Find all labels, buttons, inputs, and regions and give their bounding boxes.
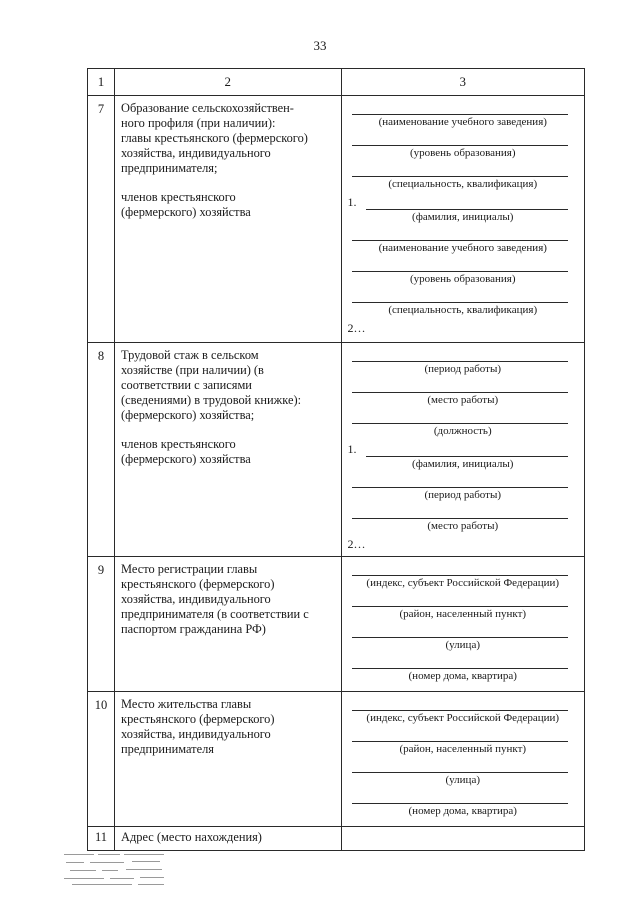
entry-line[interactable] [352, 506, 569, 519]
table-row [88, 96, 585, 343]
desc-line: Место жительства главы [121, 697, 252, 711]
desc-line: Адрес (место нахождения) [121, 830, 262, 844]
row-fields[interactable] [341, 827, 585, 851]
desc-line: предпринимателя; [121, 161, 218, 175]
desc-line: соответствии с записями [121, 378, 252, 392]
form-table [87, 68, 585, 851]
entry-line[interactable] [352, 760, 569, 773]
table-row [88, 343, 585, 557]
field-caption: (индекс, субъект Российской Федерации) [366, 712, 560, 724]
row-fields [341, 96, 585, 343]
entry-line[interactable] [366, 444, 569, 457]
desc-line: главы крестьянского (фермерского) [121, 131, 308, 145]
entry-line[interactable] [352, 102, 569, 115]
desc-line: Образование сельскохозяйствен- [121, 101, 294, 115]
field-caption: (специальность, квалификация) [388, 178, 538, 190]
entry-line[interactable] [352, 411, 569, 424]
desc-line: (сведениями) в трудовой книжке): [121, 393, 302, 407]
more-items-label: 2… [347, 321, 366, 335]
desc-line: ного профиля (при наличии): [121, 116, 276, 130]
entry-line[interactable] [352, 164, 569, 177]
table-row [88, 827, 585, 851]
desc-line: (фермерского) хозяйства [121, 452, 251, 466]
entry-line[interactable] [352, 475, 569, 488]
row-description [115, 96, 341, 343]
field-caption: (фамилия, инициалы) [412, 458, 514, 470]
desc-line: хозяйстве (при наличии) (в [121, 363, 264, 377]
field-caption: (период работы) [424, 363, 502, 375]
desc-line: членов крестьянского [121, 437, 236, 451]
row-number: 10 [88, 692, 115, 827]
field-caption: (период работы) [424, 489, 502, 501]
desc-line: крестьянского (фермерского) [121, 712, 275, 726]
field-caption: (фамилия, инициалы) [412, 211, 514, 223]
entry-line[interactable] [352, 133, 569, 146]
row-number: 9 [88, 557, 115, 692]
entry-line[interactable] [352, 594, 569, 607]
field-caption: (улица) [445, 639, 480, 651]
entry-line[interactable] [366, 197, 569, 210]
field-caption: (улица) [445, 774, 480, 786]
row-description [115, 827, 341, 851]
row-description [115, 343, 341, 557]
desc-line: (фермерского) хозяйства; [121, 408, 255, 422]
entry-line[interactable] [352, 791, 569, 804]
table-row [88, 692, 585, 827]
field-caption: (район, населенный пункт) [399, 608, 527, 620]
desc-line: крестьянского (фермерского) [121, 577, 275, 591]
field-caption: (должность) [433, 425, 492, 437]
desc-line: предпринимателя [121, 742, 214, 756]
header-row [88, 69, 585, 96]
row-fields [341, 692, 585, 827]
field-caption: (номер дома, квартира) [408, 670, 517, 682]
desc-line: (фермерского) хозяйства [121, 205, 251, 219]
more-items-label: 2… [347, 537, 366, 551]
header-cell-2: 2 [115, 69, 341, 96]
field-caption: (место работы) [427, 394, 499, 406]
desc-line: паспортом гражданина РФ) [121, 622, 266, 636]
field-caption: (индекс, субъект Российской Федерации) [366, 577, 560, 589]
desc-line: хозяйства, индивидуального [121, 727, 271, 741]
field-caption: (уровень образования) [409, 147, 516, 159]
row-description [115, 557, 341, 692]
desc-line: хозяйства, индивидуального [121, 146, 271, 160]
field-caption: (место работы) [427, 520, 499, 532]
entry-line[interactable] [352, 290, 569, 303]
entry-line[interactable] [352, 625, 569, 638]
desc-line: хозяйства, индивидуального [121, 592, 271, 606]
entry-line[interactable] [352, 729, 569, 742]
entry-line[interactable] [352, 228, 569, 241]
field-caption: (наименование учебного заведения) [378, 242, 547, 254]
row-fields [341, 343, 585, 557]
field-caption: (специальность, квалификация) [388, 304, 538, 316]
desc-line: Место регистрации главы [121, 562, 258, 576]
scan-noise-stamp [62, 848, 170, 888]
entry-line[interactable] [352, 698, 569, 711]
row-fields [341, 557, 585, 692]
entry-line[interactable] [352, 563, 569, 576]
table-row [88, 557, 585, 692]
item-index: 1. [347, 195, 357, 209]
field-caption: (наименование учебного заведения) [378, 116, 547, 128]
field-caption: (номер дома, квартира) [408, 805, 517, 817]
entry-line[interactable] [352, 259, 569, 272]
field-caption: (район, населенный пункт) [399, 743, 527, 755]
entry-line[interactable] [352, 349, 569, 362]
desc-line: Трудовой стаж в сельском [121, 348, 259, 362]
row-number: 11 [88, 827, 115, 851]
header-cell-3: 3 [341, 69, 585, 96]
row-description [115, 692, 341, 827]
row-number: 8 [88, 343, 115, 557]
entry-line[interactable] [352, 380, 569, 393]
entry-line[interactable] [352, 656, 569, 669]
field-caption: (уровень образования) [409, 273, 516, 285]
row-number: 7 [88, 96, 115, 343]
page-number: 33 [313, 38, 327, 53]
item-index: 1. [347, 442, 357, 456]
desc-line: предпринимателя (в соответствии с [121, 607, 309, 621]
desc-line: членов крестьянского [121, 190, 236, 204]
header-cell-1: 1 [88, 69, 115, 96]
